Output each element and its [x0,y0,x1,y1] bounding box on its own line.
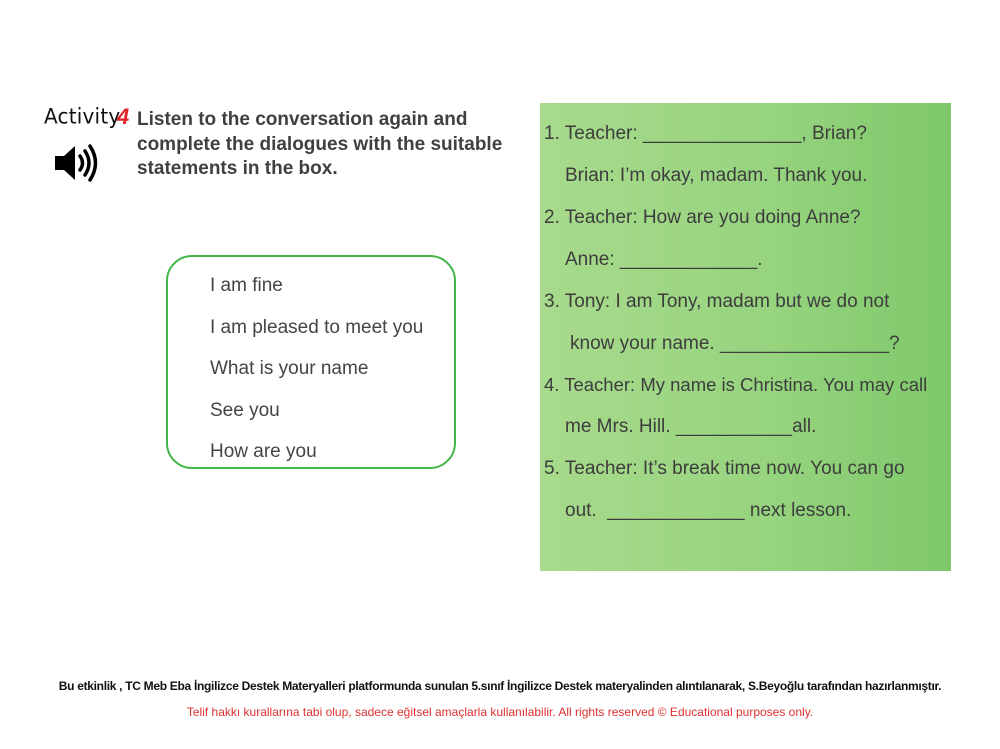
dialogue-line: 5. Teacher: It’s break time now. You can go [544,458,905,479]
dialogue-line: Anne: _____________. [565,249,763,270]
word-box-item: I am pleased to meet you [210,316,424,338]
dialogue-line: know your name. ________________? [570,333,900,354]
word-box-item: See you [210,399,280,421]
dialogue-line: 2. Teacher: How are you doing Anne? [544,207,861,228]
word-box-item: What is your name [210,358,369,379]
copyright-notice: Telif hakkı kurallarına tabi olup, sadece eğitsel amaçlarla kullanılabilir. All rights reserved © Educational purposes only. [186,705,814,719]
dialogue-line: 1. Teacher: _______________, Brian? [544,123,867,144]
dialogue-line: 4. Teacher: My name is Christina. You may call [544,374,928,395]
dialogue-line: me Mrs. Hill. ___________all. [565,416,817,437]
activity-label: Activity [44,103,121,129]
dialogue-panel [540,103,951,571]
activity-number: 4 [117,104,130,129]
speaker-icon[interactable] [53,143,99,183]
source-credit: Bu etkinlik , TC Meb Eba İngilizce Destek Materyalleri platformunda sunulan 5.sınıf İngilizce Destek materyalinden alıntılanarak, S.Beyoğlu tarafından hazırlanmıştır. [58,679,942,693]
word-box-item: How are you [210,441,317,462]
dialogue-line: Brian: I’m okay, madam. Thank you. [565,165,868,186]
dialogue-line: out. _____________ next lesson. [565,500,852,521]
instruction-text: Listen to the conversation again and complete the dialogues with the suitable statements in the box. [137,109,503,179]
word-box-item: I am fine [210,275,283,296]
word-box [166,255,456,469]
dialogue-line: 3. Tony: I am Tony, madam but we do not [544,291,890,312]
